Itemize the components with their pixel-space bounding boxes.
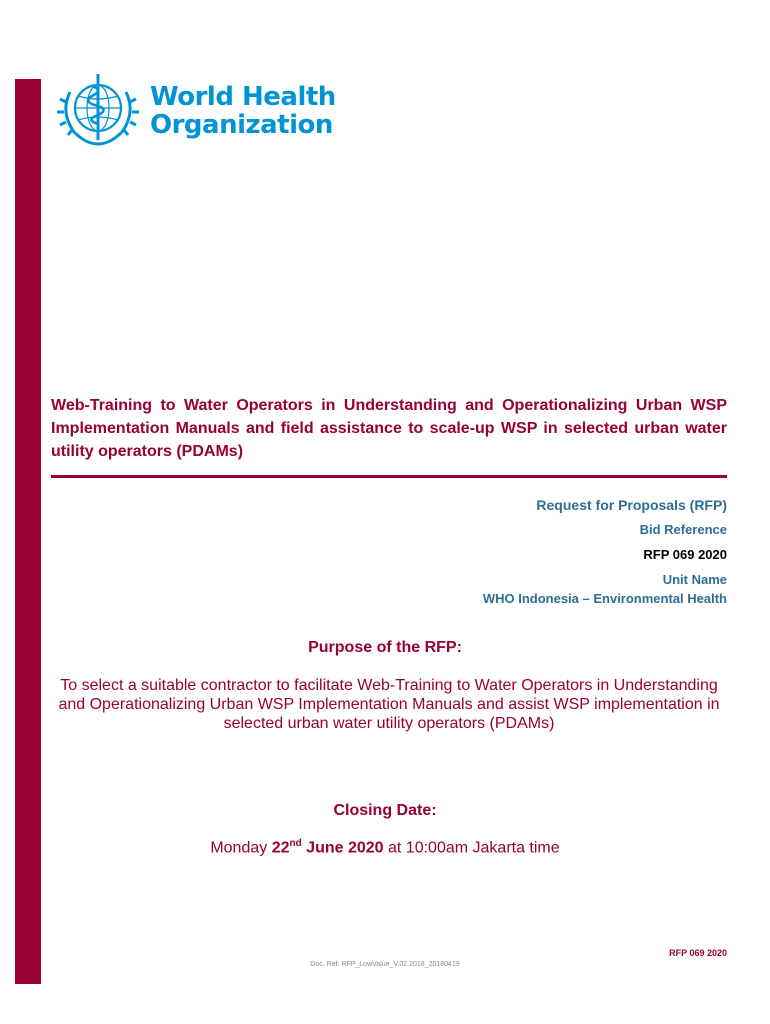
bid-reference-label: Bid Reference — [639, 522, 727, 537]
closing-day-suffix: nd — [289, 838, 302, 849]
purpose-heading: Purpose of the RFP: — [308, 639, 462, 656]
closing-month-year: June 2020 — [306, 839, 384, 857]
doc-type: Request for Proposals (RFP) — [536, 497, 727, 513]
unit-name-label: Unit Name — [662, 572, 727, 587]
rfp-meta-block — [483, 496, 727, 615]
closing-time: at 10:00am Jakarta time — [388, 839, 560, 857]
footer-rfp-reference: RFP 069 2020 — [669, 948, 727, 958]
title-divider — [51, 475, 727, 478]
document-reference: Doc. Ref: RFP_LowValue_V.02.2018_20180419 — [310, 961, 460, 968]
logo-line-2: Organization — [150, 110, 333, 140]
purpose-text: To select a suitable contractor to facilitate Web-Training to Water Operators in Understanding and Operationalizing Urban WSP Implementation Manuals and assist WSP implementation in selected urban water utility operators (PDAMs) — [58, 677, 720, 732]
bid-reference-value: RFP 069 2020 — [643, 547, 727, 562]
closing-date-text — [0, 838, 770, 857]
closing-date-heading: Closing Date: — [333, 802, 437, 819]
document-title: Web-Training to Water Operators in Understanding and Operationalizing Urban WSP Implementation Manuals and field assistance to scale-up WSP in selected urban water utility operators (PDAMs) — [51, 397, 727, 460]
unit-name-value: WHO Indonesia – Environmental Health — [482, 591, 727, 606]
who-logo — [52, 72, 336, 150]
who-wordmark — [150, 83, 336, 139]
closing-weekday: Monday — [210, 839, 268, 857]
closing-day: 22 — [271, 839, 290, 857]
logo-line-1: World Health — [150, 82, 336, 112]
who-emblem-icon — [52, 72, 144, 150]
